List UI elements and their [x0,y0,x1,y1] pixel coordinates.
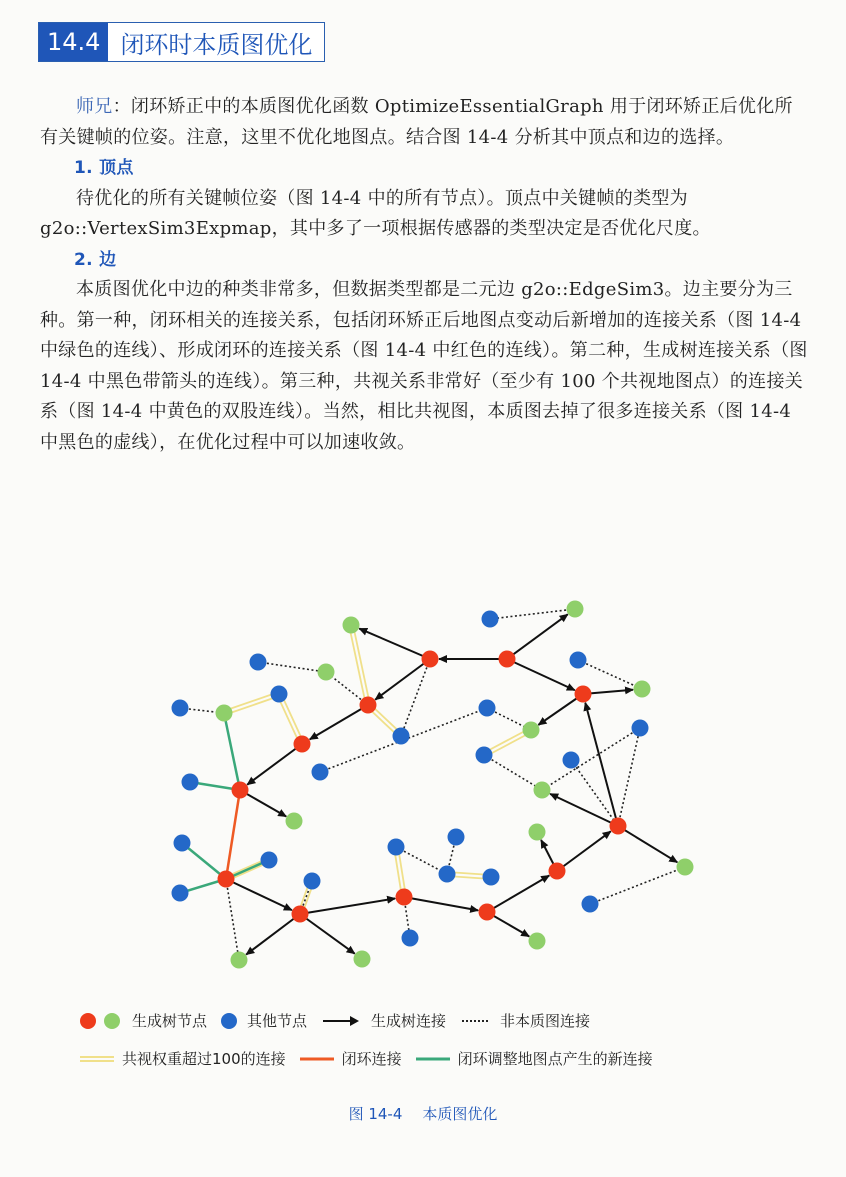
other-node [402,930,419,947]
other-node [174,835,191,852]
other-node [483,869,500,886]
blue-node-icon [221,1013,237,1029]
spanning-tree-node-red [549,863,566,880]
essential-graph-figure [0,590,846,990]
other-node [482,611,499,628]
covis-edge [223,692,278,711]
intro-text: ：闭环矫正中的本质图优化函数 OptimizeEssentialGraph 用于闭环矫正后优化所有关键帧的位姿。注意，这里不优化地图点。结合图 14-4 分析其中顶点和边的选择。 [40,96,793,148]
red-line-icon [300,1053,334,1065]
double-yellow-line-icon [80,1053,114,1065]
legend-label: 生成树连接 [371,1012,447,1030]
other-node [582,896,599,913]
other-node [632,720,649,737]
intro-paragraph [40,92,810,153]
dotted-line-icon [460,1015,490,1027]
spanning-tree-edge [557,831,611,871]
legend-label: 生成树节点 [132,1012,208,1030]
legend-label: 闭环调整地图点产生的新连接 [457,1050,653,1068]
other-node [393,728,410,745]
legend-non-essential [460,1010,590,1031]
figure-caption [0,1103,846,1124]
legend-spanning-edges [321,1010,446,1031]
speaker-label: 师兄 [76,96,113,117]
legend-covis [80,1048,286,1069]
non-essential-edge [590,867,685,904]
spanning-tree-edge [404,897,478,910]
caption-title: 本质图优化 [422,1105,498,1123]
other-node [563,752,580,769]
edges-paragraph: 本质图优化中边的种类非常多，但数据类型都是二元边 g2o::EdgeSim3。边主要分为三种。第一种，闭环相关的连接关系，包括闭环矫正后地图点变动后新增加的连接关系（图 14-4 中绿色的连线）、形成闭环的连接关系（图 14-4 中红色的连线）。第二种，生成树连接关系（图 14-4 中黑色带箭头的连线）。第三种，共视关系非常好（至少有 100 个共视地图点）的连接关系（图 14-4 中黄色的双股连线）。当然，相比共视图，本质图去掉了很多连接关系（图 14-4 中黑色的虚线），在优化过程中可以加速收敛。 [40,279,808,453]
other-node [172,885,189,902]
spanning-tree-node-red [360,697,377,714]
section-number: 14.4 [39,23,108,61]
non-essential-edge [542,728,640,790]
subheading-edges: 2. 边 [74,249,117,270]
section-title: 闭环时本质图优化 [108,23,324,61]
spanning-tree-node-green [286,813,303,830]
new-link-edge [224,713,240,790]
spanning-tree-node-red [575,686,592,703]
spanning-tree-edge [246,914,300,955]
non-essential-edge [396,847,447,874]
other-node [182,774,199,791]
legend-label: 共视权重超过100的连接 [122,1050,286,1068]
spanning-tree-edge [550,794,618,826]
green-node-icon [104,1013,120,1029]
other-node [448,829,465,846]
other-node [304,873,321,890]
covis-edge [349,625,366,705]
non-essential-edge [484,755,542,790]
covis-edge [353,625,370,705]
spanning-tree-node-red [292,906,309,923]
spanning-tree-node-green [523,722,540,739]
spanning-tree-node-green [318,664,335,681]
spanning-tree-node-green [677,859,694,876]
subheading-vertices: 1. 顶点 [74,158,134,178]
legend-row-2 [80,1048,667,1069]
spanning-tree-edge [507,614,568,659]
non-essential-edge [578,660,642,689]
spanning-tree-node-green [216,705,233,722]
legend-loop [300,1048,402,1069]
spanning-tree-edge [585,703,618,826]
spanning-tree-edge [507,659,575,690]
non-essential-edge [258,662,326,672]
other-node [476,747,493,764]
spanning-tree-edge [359,629,430,659]
section-heading [38,22,325,62]
legend-other-nodes [221,1010,307,1031]
other-node [570,652,587,669]
spanning-tree-node-green [343,617,360,634]
legend-label: 闭环连接 [341,1050,402,1068]
spanning-tree-node-green [354,951,371,968]
spanning-tree-node-red [479,904,496,921]
spanning-tree-node-red [499,651,516,668]
legend-new-links [416,1048,653,1069]
spanning-tree-node-red [232,782,249,799]
caption-label: 图 14-4 [348,1105,403,1123]
spanning-tree-node-red [610,818,627,835]
spanning-tree-edge [300,914,355,954]
spanning-tree-node-green [634,681,651,698]
new-link-edge [182,843,226,879]
spanning-tree-node-green [529,824,546,841]
legend-row-1 [80,1010,604,1031]
spanning-tree-node-red [396,889,413,906]
spanning-tree-edge [375,659,430,700]
non-essential-edge [226,879,239,960]
arrow-icon [321,1015,361,1027]
other-node [172,700,189,717]
spanning-tree-edge [247,744,302,785]
spanning-tree-edge [618,826,677,862]
other-node [312,764,329,781]
legend-spanning-nodes [80,1010,207,1031]
covis-edge [225,696,280,715]
spanning-tree-edge [310,705,368,739]
body-text [40,92,810,458]
spanning-tree-node-red [218,871,235,888]
non-essential-edge [571,760,618,826]
spanning-tree-node-red [422,651,439,668]
other-node [388,839,405,856]
legend-label: 非本质图连接 [500,1012,591,1030]
spanning-tree-node-green [529,933,546,950]
non-essential-edge [618,728,640,826]
legend-label: 其他节点 [247,1012,308,1030]
spanning-tree-node-green [231,952,248,969]
vertices-paragraph: 待优化的所有关键帧位姿（图 14-4 中的所有节点）。顶点中关键帧的类型为 g2o::VertexSim3Expmap，其中多了一项根据传感器的类型决定是否优化尺度。 [40,187,711,239]
other-node [439,866,456,883]
spanning-tree-node-red [294,736,311,753]
green-line-icon [416,1053,450,1065]
spanning-tree-edge [226,879,292,910]
spanning-tree-edge [300,898,395,914]
spanning-tree-node-green [534,782,551,799]
other-node [261,852,278,869]
red-node-icon [80,1013,96,1029]
other-node [479,700,496,717]
other-node [250,654,267,671]
other-node [271,686,288,703]
loop-edge [226,790,240,879]
spanning-tree-node-green [567,601,584,618]
